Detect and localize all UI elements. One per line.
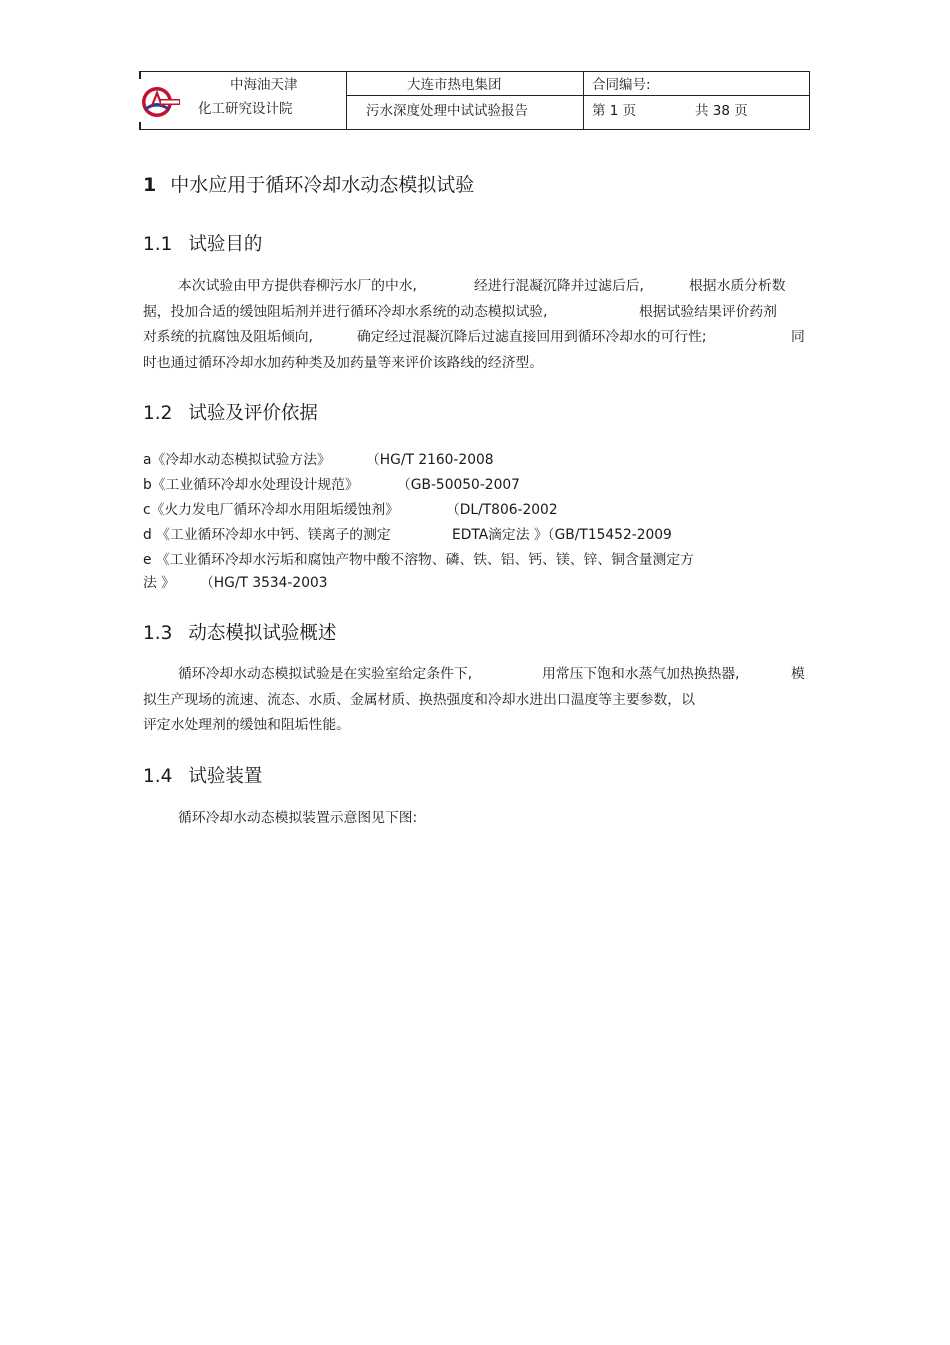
page-number: 第 1 页 [592,103,637,119]
reference-item: 法 》 （HG/T 3534-2003 [143,575,328,591]
subsection-number: 1.1 [143,234,173,255]
text-line: 对系统的抗腐蚀及阻垢倾向, 确定经过混凝沉降后过滤直接回用到循环冷却水的可行性; 同 [143,329,805,345]
subsection-heading [143,399,318,425]
reference-item: a《冷却水动态模拟试验方法》 （HG/T 2160-2008 [143,452,494,468]
org-name-line2: 化工研究设计院 [198,101,293,117]
section-heading [143,170,474,197]
subsection-title: 动态模拟试验概述 [188,623,337,644]
row-divider [346,95,809,96]
paragraph [143,662,808,739]
text-line: 循环冷却水动态模拟装置示意图见下图: [178,810,418,826]
org-name-line1: 中海油天津 [230,77,298,93]
text-line: 本次试验由甲方提供春柳污水厂的中水, 经进行混凝沉降并过滤后后, 根据水质分析数 [178,278,786,294]
reference-item: d 《工业循环冷却水中钙、镁离子的测定 EDTA滴定法 》（GB/T15452-2009 [143,527,672,543]
header-table [140,71,810,130]
subsection-title: 试验及评价依据 [188,403,318,424]
paragraph [143,274,808,376]
subsection-title: 试验装置 [188,766,263,787]
subsection-title: 试验目的 [188,234,263,255]
paragraph [143,806,808,832]
cnooc-logo-icon [140,84,182,120]
section-number: 1 [143,174,157,196]
column-divider [583,72,584,129]
contract-number-label: 合同编号: [592,77,651,93]
reference-item: b《工业循环冷却水处理设计规范》 （GB-50050-2007 [143,477,520,493]
text-line: 据，投加合适的缓蚀阻垢剂并进行循环冷却水系统的动态模拟试验, 根据试验结果评价药剂 [143,303,777,320]
reference-item: e 《工业循环冷却水污垢和腐蚀产物中酸不溶物、磷、铁、铝、钙、镁、锌、铜含量测定方 [143,552,694,568]
subsection-heading [143,230,262,256]
corner-mark [139,122,141,130]
subsection-heading [143,619,336,645]
text-line: 评定水处理剂的缓蚀和阻垢性能。 [143,717,350,733]
total-pages: 共 38 页 [695,103,748,119]
section-title: 中水应用于循环冷却水动态模拟试验 [170,174,475,196]
client-name: 大连市热电集团 [407,77,502,93]
subsection-number: 1.4 [143,766,173,787]
column-divider [346,72,347,129]
corner-mark [139,71,141,79]
report-title: 污水深度处理中试试验报告 [366,103,528,119]
text-line: 时也通过循环冷却水加药种类及加药量等来评价该路线的经济型。 [143,354,544,371]
reference-item: c《火力发电厂循环冷却水用阻垢缓蚀剂》 （DL/T806-2002 [143,502,558,518]
text-line: 拟生产现场的流速、流态、水质、金属材质、换热强度和冷却水进出口温度等主要参数，以 [143,691,695,708]
subsection-number: 1.3 [143,623,173,644]
subsection-number: 1.2 [143,403,173,424]
subsection-heading [143,762,262,788]
text-line: 循环冷却水动态模拟试验是在实验室给定条件下, 用常压下饱和水蒸气加热换热器, 模 [178,666,805,682]
